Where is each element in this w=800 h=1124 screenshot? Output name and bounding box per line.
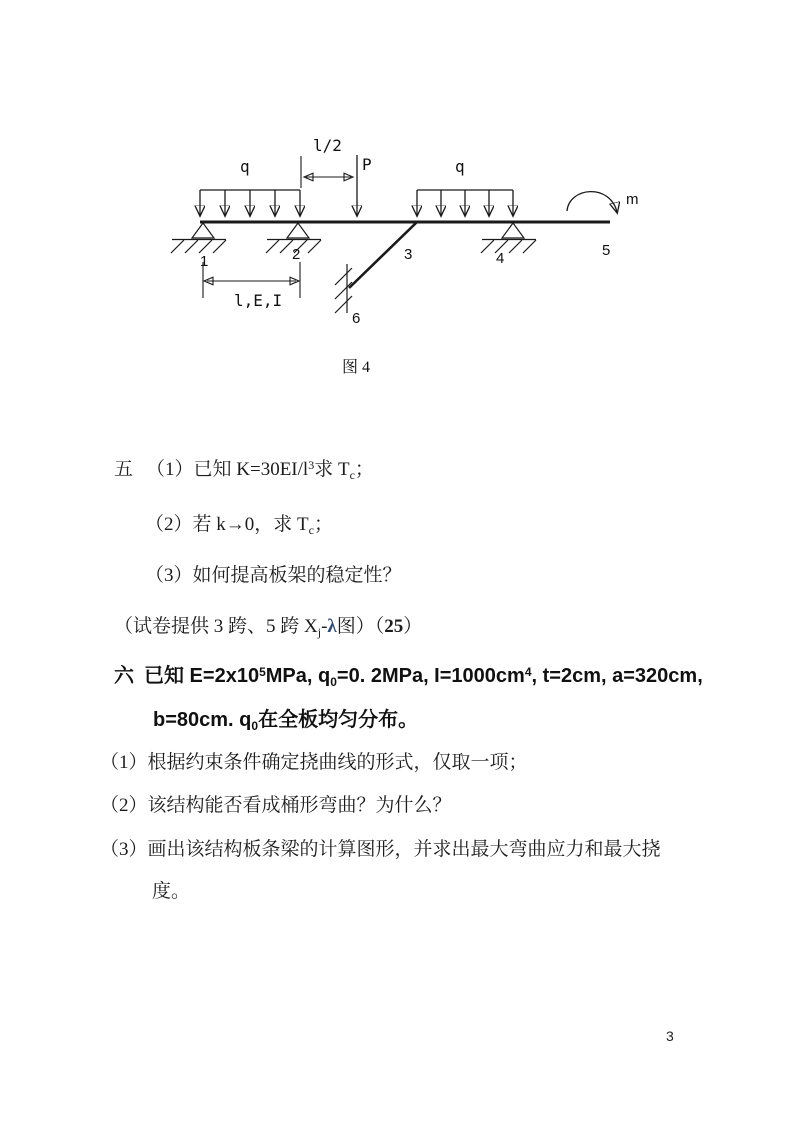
q6-item1 — [100, 752, 528, 775]
figure-caption: 图 4 — [342, 359, 371, 376]
text-run: 图）（ — [336, 616, 385, 637]
lambda-symbol: λ — [327, 616, 337, 637]
text-run: （3）如何提高板架的稳定性？ — [145, 565, 402, 586]
score-value: 25 — [384, 616, 404, 637]
superscript: 4 — [524, 665, 532, 679]
dimension-half-span-label: l/2 — [313, 136, 342, 155]
text-run: MPa, q — [265, 665, 331, 687]
point-load-label: P — [362, 155, 372, 174]
text-run: （2）若 k→0，求 T — [145, 514, 309, 535]
load-label-left: q — [240, 157, 250, 176]
pin-support-node1 — [171, 223, 226, 253]
fixed-support-node6 — [335, 264, 352, 313]
q6-item3-line1 — [100, 839, 661, 862]
subscript: j — [317, 625, 322, 639]
moment-arrow — [567, 192, 617, 212]
q6-number: 六 — [114, 665, 134, 687]
superscript: 5 — [259, 665, 266, 679]
subscript: c — [308, 523, 314, 537]
text-run: ； — [354, 459, 374, 480]
text-run: =0. 2MPa, I=1000cm — [336, 665, 525, 687]
q6-item3-line2 — [152, 881, 190, 904]
node-label-6: 6 — [352, 310, 361, 327]
text-run: （3）画出该结构板条梁的计算图形，并求出最大弯曲应力和最大挠 — [100, 839, 661, 860]
node-label-5: 5 — [602, 242, 611, 259]
text-run: ； — [313, 514, 333, 535]
node-label-3: 3 — [404, 246, 413, 263]
distributed-load-right — [417, 190, 513, 215]
load-label-right: q — [455, 157, 465, 176]
text-run: , t=2cm, a=320cm, — [531, 665, 703, 687]
superscript: 3 — [308, 458, 315, 472]
text-run: （试卷提供 3 跨、5 跨 X — [114, 616, 318, 637]
text-run: 度。 — [152, 881, 191, 902]
text-run: （1）已知 K=30EI/l — [146, 459, 309, 480]
text-run: （1）根据约束条件确定挠曲线的形式，仅取一项； — [100, 752, 528, 773]
moment-label: m — [626, 191, 639, 208]
text-run: 已知 E=2x10 — [144, 665, 260, 687]
subscript: 0 — [330, 675, 337, 689]
text-run: 在全板均匀分布。 — [258, 709, 419, 731]
dimension-span-label: l,E,I — [234, 291, 283, 310]
q5-item3 — [145, 565, 402, 588]
subscript: 0 — [251, 719, 259, 733]
text-run: b=80cm. q — [153, 709, 252, 731]
q5-note — [114, 616, 422, 639]
text-run: 求 T — [314, 459, 350, 480]
text-run: - — [321, 616, 328, 637]
page-number: 3 — [666, 1028, 674, 1044]
q6-heading-line2 — [153, 708, 418, 732]
distributed-load-left — [200, 190, 300, 215]
text-run: （2）该结构能否看成桶形弯曲？为什么？ — [100, 795, 452, 816]
q6-item2 — [100, 795, 452, 818]
node-label-1: 1 — [200, 253, 209, 270]
q5-item1 — [114, 459, 374, 482]
node-label-2: 2 — [292, 246, 301, 263]
beam-structure-figure — [0, 0, 800, 400]
q5-number: 五 — [114, 459, 134, 480]
dimension-half-span — [301, 156, 353, 188]
subscript: c — [349, 468, 355, 482]
text-run: ） — [403, 616, 423, 637]
q6-heading-line1 — [114, 664, 703, 688]
node-label-4: 4 — [496, 250, 505, 267]
pin-support-node4 — [481, 223, 536, 253]
q5-item2 — [145, 514, 333, 537]
